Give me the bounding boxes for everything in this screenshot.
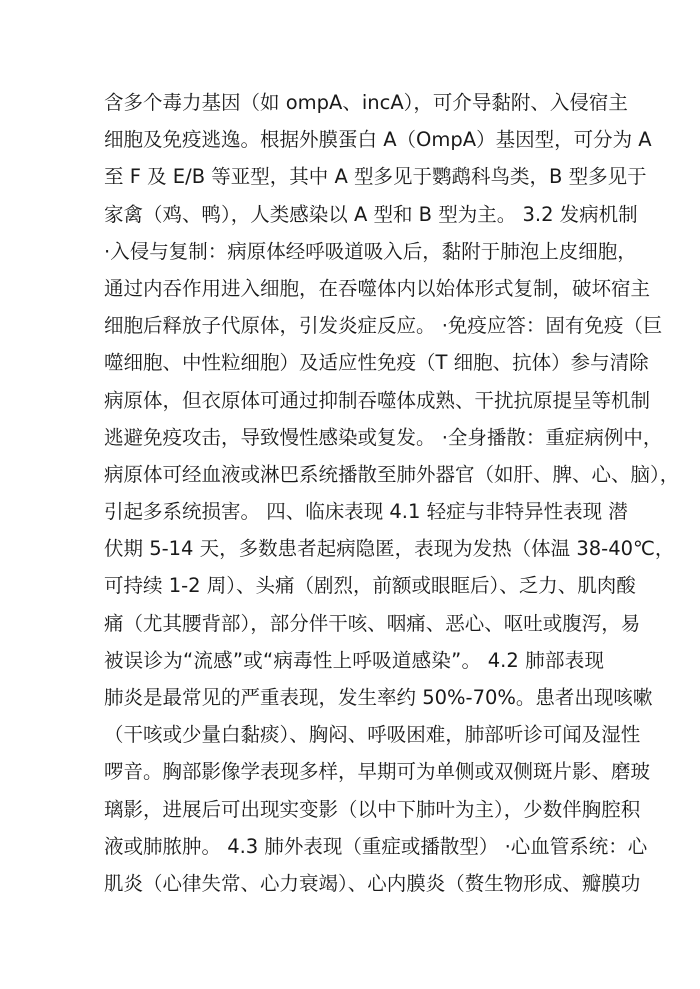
text-line: 璃影，进展后可出现实变影（以中下肺叶为主），少数伴胸腔积 (104, 797, 641, 821)
text-line: （干咳或少量白黏痰）、胸闷、呼吸困难，肺部听诊可闻及湿性 (104, 723, 641, 747)
text-line: 至 F 及 E/B 等亚型，其中 A 型多见于鹦鹉科鸟类，B 型多见于 (104, 165, 647, 189)
text-line: 通过内吞作用进入细胞，在吞噬体内以始体形式复制，破坏宿主 (104, 276, 651, 300)
text-line: 被误诊为“流感”或“病毒性上呼吸道感染”。 4.2 肺部表现 (104, 648, 604, 672)
text-line: 引起多系统损害。 四、临床表现 4.1 轻症与非特异性表现 潜 (104, 500, 628, 524)
text-line: 含多个毒力基因（如 ompA、incA），可介导黏附、入侵宿主 (104, 91, 628, 114)
text-line: ·入侵与复制：病原体经呼吸道吸入后，黏附于肺泡上皮细胞， (104, 239, 637, 263)
text-line: 伏期 5-14 天，多数患者起病隐匿，表现为发热（体温 38-40℃， (104, 537, 675, 561)
text-line: 细胞后释放子代原体，引发炎症反应。 ·免疫应答：固有免疫（巨 (104, 314, 663, 338)
text-line: 细胞及免疫逃逸。根据外膜蛋白 A（OmpA）基因型，可分为 A (104, 128, 652, 152)
text-line: 啰音。胸部影像学表现多样，早期可为单侧或双侧斑片影、磨玻 (104, 760, 651, 784)
text-line: 噬细胞、中性粒细胞）及适应性免疫（T 细胞、抗体）参与清除 (104, 351, 649, 375)
text-line: 家禽（鸡、鸭），人类感染以 A 型和 B 型为主。 3.2 发病机制 (104, 202, 638, 226)
text-line: 病原体，但衣原体可通过抑制吞噬体成熟、干扰抗原提呈等机制 (104, 388, 651, 412)
text-line: 肌炎（心律失常、心力衰竭）、心内膜炎（赘生物形成、瓣膜功 (104, 871, 641, 895)
text-line: 可持续 1-2 周）、头痛（剧烈，前额或眼眶后）、乏力、肌肉酸 (104, 574, 636, 598)
body-text (104, 84, 680, 902)
text-line: 病原体可经血液或淋巴系统播散至肺外器官（如肝、脾、心、脑）， (104, 462, 680, 486)
text-line: 逃避免疫攻击，导致慢性感染或复发。 ·全身播散：重症病例中， (104, 425, 663, 449)
text-line: 液或肺脓肿。 4.3 肺外表现（重症或播散型） ·心血管系统：心 (104, 834, 648, 858)
text-line: 痛（尤其腰背部），部分伴干咳、咽痛、恶心、呕吐或腹泻，易 (104, 611, 641, 635)
text-line: 肺炎是最常见的严重表现，发生率约 50%-70%。患者出现咳嗽 (104, 686, 653, 709)
